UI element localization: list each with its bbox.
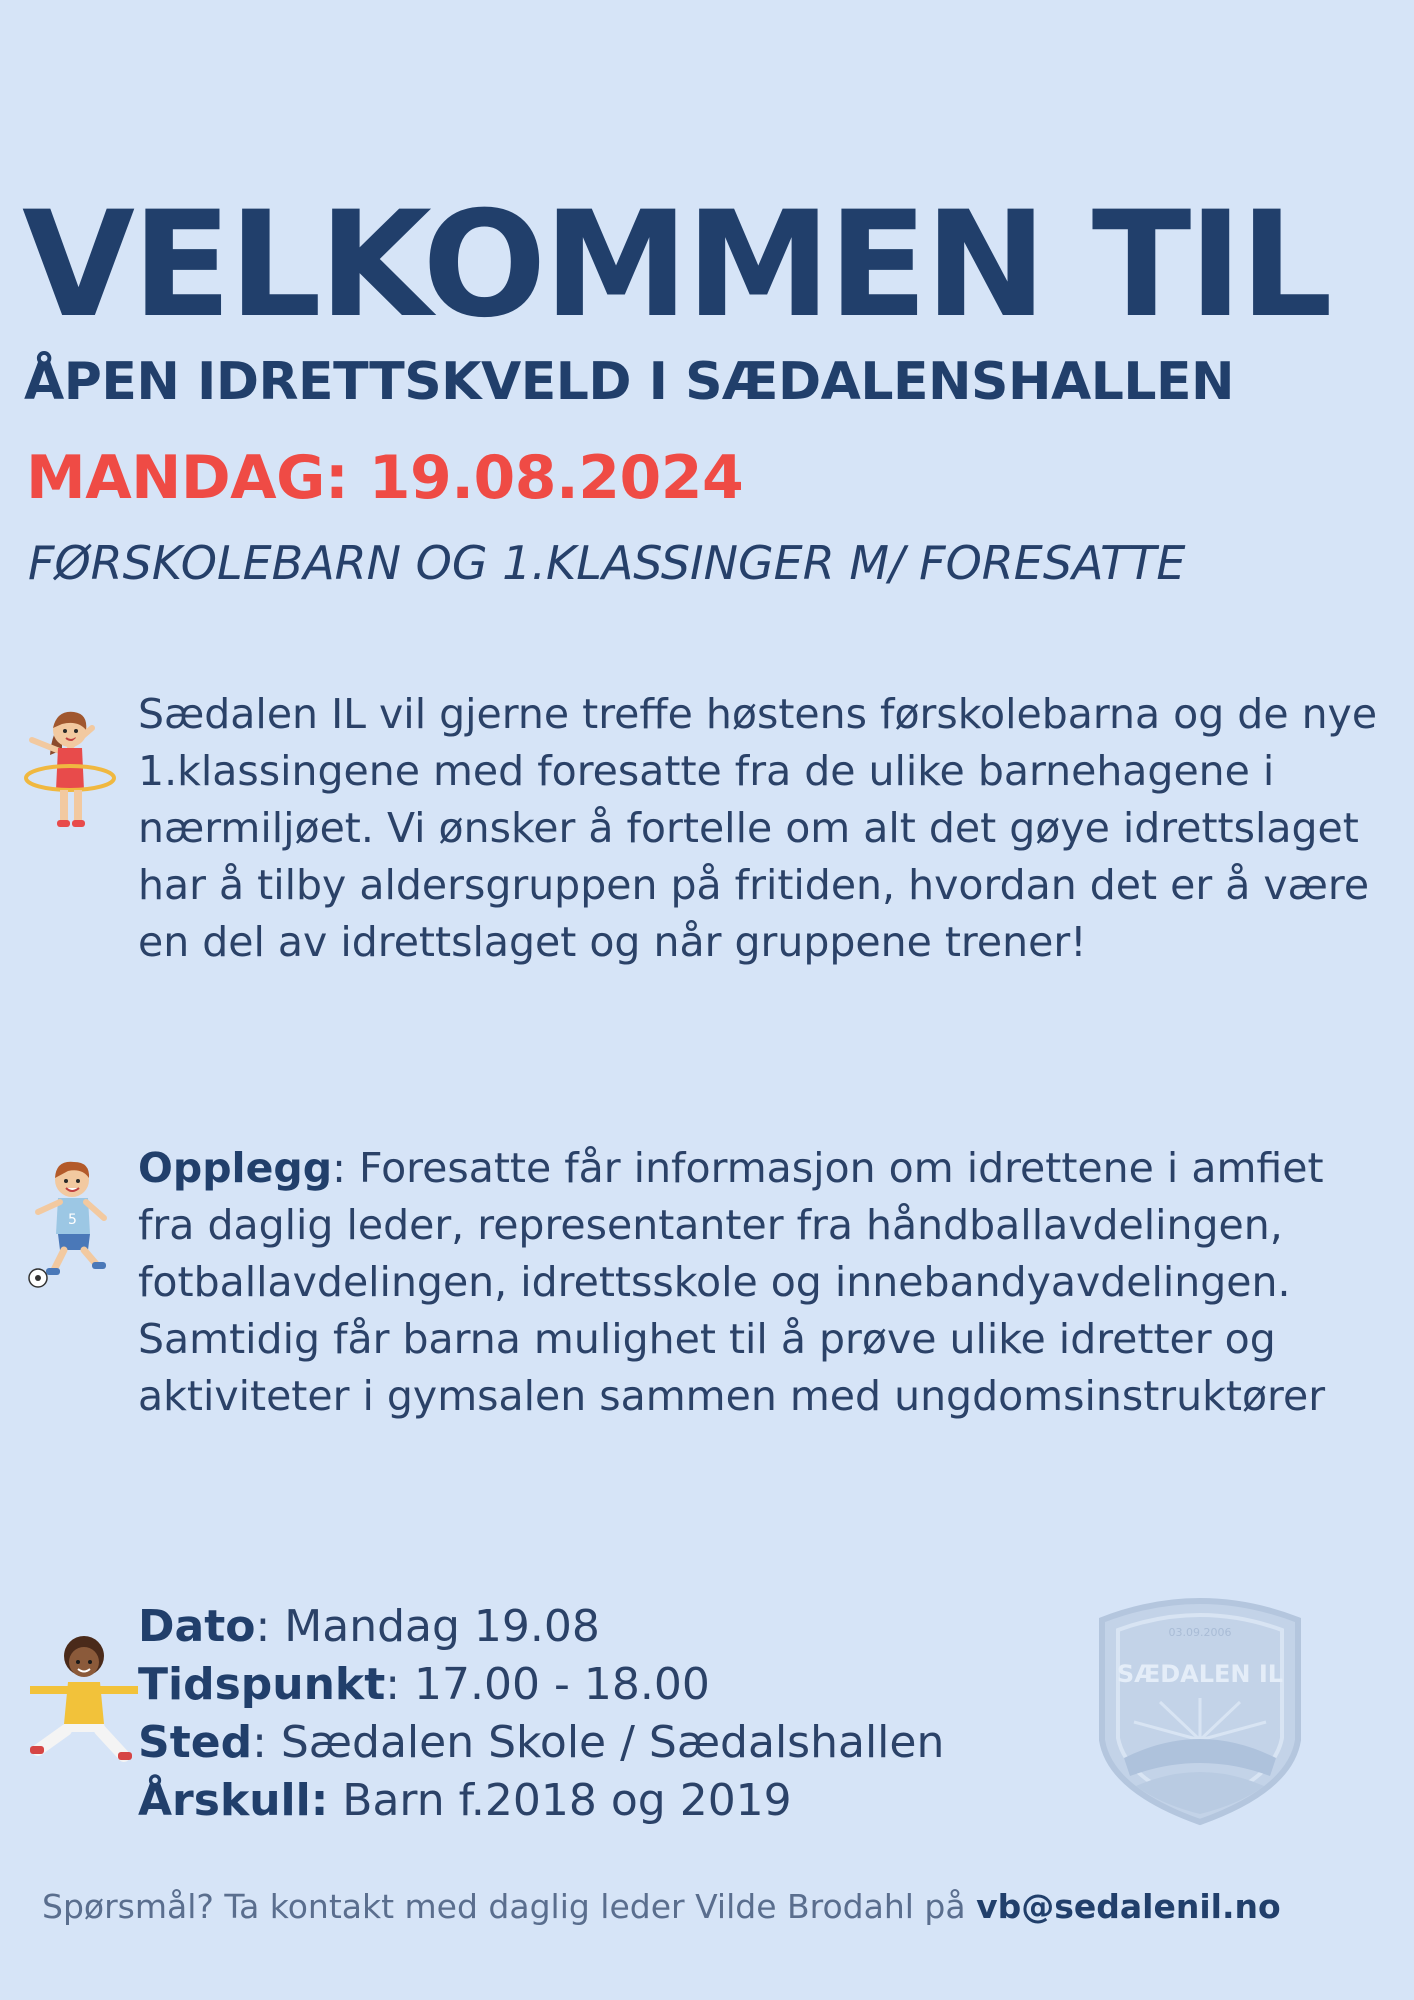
fact-label: Årskull: xyxy=(138,1775,329,1826)
fact-value: Barn f.2018 og 2019 xyxy=(328,1775,792,1826)
yoga-child-icon xyxy=(28,1632,140,1772)
hula-hoop-girl-icon xyxy=(22,700,122,840)
fact-date xyxy=(138,1598,944,1656)
fact-label: Dato xyxy=(138,1601,256,1652)
contact-email-link[interactable]: vb@sedalenil.no xyxy=(976,1887,1281,1926)
event-facts xyxy=(138,1598,944,1830)
plan-label: Opplegg xyxy=(138,1144,333,1192)
fact-year-group xyxy=(138,1772,944,1830)
fact-value: : 17.00 - 18.00 xyxy=(385,1659,710,1710)
target-audience: FØRSKOLEBARN OG 1.KLASSINGER M/ FORESATTE xyxy=(28,536,1186,590)
svg-text:5: 5 xyxy=(68,1212,77,1228)
fact-label: Sted xyxy=(138,1717,253,1768)
fact-value: : Sædalen Skole / Sædalshallen xyxy=(252,1717,945,1768)
contact-footer xyxy=(42,1887,1281,1926)
event-subtitle: ÅPEN IDRETTSKVELD I SÆDALENSHALLEN xyxy=(24,352,1235,412)
contact-text: Spørsmål? Ta kontakt med daglig leder Vilde Brodahl på xyxy=(42,1887,977,1926)
club-logo xyxy=(1090,1590,1310,1830)
event-date: MANDAG: 19.08.2024 xyxy=(26,443,744,513)
fact-label: Tidspunkt xyxy=(138,1659,386,1710)
plan-text: : Foresatte får informasjon om idrettene i amfiet fra daglig leder, representanter fra håndballavdelingen, fotballavdelingen, idrettsskole og innebandyavdelingen. Samtidig får barna mulighet til å prøve ulike idretter og aktiviteter i gymsalen sammen med ungdomsinstruktører xyxy=(138,1144,1326,1420)
fact-time xyxy=(138,1656,944,1714)
logo-name: SÆDALEN IL xyxy=(1116,1660,1284,1688)
page-title: VELKOMMEN TIL xyxy=(22,180,1330,350)
fact-value: : Mandag 19.08 xyxy=(255,1601,600,1652)
plan-paragraph xyxy=(138,1140,1388,1425)
fact-place xyxy=(138,1714,944,1772)
logo-founded: 03.09.2006 xyxy=(1168,1626,1232,1639)
football-boy-icon xyxy=(24,1152,124,1292)
intro-paragraph: Sædalen IL vil gjerne treffe høstens førskolebarna og de nye 1.klassingene med foresatte fra de ulike barnehagene i nærmiljøet. Vi ønsker å fortelle om alt det gøye idrettslaget har å tilby aldersgruppen på fritiden, hvordan det er å være en del av idrettslaget og når gruppene trener! xyxy=(138,690,1378,966)
